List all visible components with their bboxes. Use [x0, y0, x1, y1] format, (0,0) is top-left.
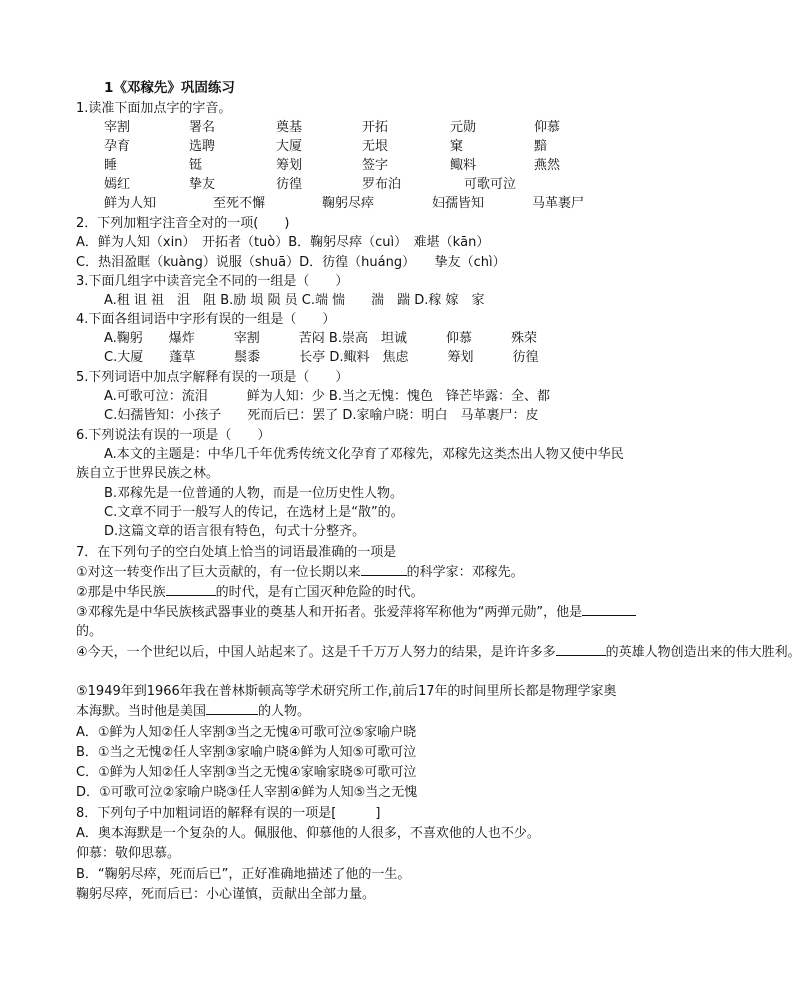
q7-sentence-5-start: ⑤1949年到1966年我在普林斯顿高等学术研究所工作,前后17年的时间里所长都是物理学家奥本海默。当时他是美国 [76, 684, 617, 719]
q7-sentence-4-start: ④今天，一个世纪以后，中国人站起来了。这是千千万万人努力的结果，是许许多多 [76, 645, 556, 660]
q1-word: 筹划 [276, 158, 303, 173]
q4-stem: 4.下面各组词语中字形有误的一组是（ ） [76, 312, 336, 327]
q7-sentence-2-start: ②那是中华民族 [76, 585, 166, 600]
q4-option-ab: A.鞠躬 爆炸 宰割 苦闷 B.崇高 坦诚 仰慕 殊荣 [104, 331, 537, 346]
q7-sentence-1-end: 的科学家：邓稼先。 [406, 565, 524, 580]
q1-word: 签字 [362, 158, 389, 173]
q1-word: 至死不懈 [213, 196, 266, 211]
q1-word: 元勋 [450, 120, 477, 135]
q1-word: 鲰料 [450, 158, 477, 173]
q5-option-ab: A.可歌可泣：流泪 鲜为人知：少 B.当之无愧：愧色 锋芒毕露：全、都 [104, 389, 550, 404]
q7-stem: 7．在下列句子的空白处填上恰当的词语最准确的一项是 [76, 545, 397, 560]
page-title: 1《邓稼先》巩固练习 [104, 80, 235, 96]
q6-option-b: B.邓稼先是一位普通的人物，而是一位历史性人物。 [104, 486, 404, 501]
q5-stem: 5.下列词语中加点字解释有误的一项是（ ） [76, 370, 349, 385]
q6-option-c: C.文章不同于一般写人的传记，在选材上是“散”的。 [104, 505, 404, 520]
q8-stem: 8．下列句子中加粗词语的解释有误的一项是[ ] [76, 806, 381, 821]
q1-word: 马革裹尸 [532, 196, 585, 211]
q6-stem: 6.下列说法有误的一项是（ ） [76, 428, 271, 443]
q7-sentence-5-end: 的人物。 [258, 704, 311, 719]
q3-options: A.租 诅 祖 沮 阻 B.励 埙 陨 员 C.端 惴 湍 踹 D.稼 嫁 家 [104, 293, 485, 308]
q6-option-d: D.这篇文章的语言很有特色，句式十分整齐。 [104, 524, 366, 539]
q1-word: 宰割 [104, 120, 131, 135]
fill-blank[interactable] [556, 642, 606, 656]
q1-word: 孕育 [104, 139, 131, 154]
q8-option-a-note: 仰慕：敬仰思慕。 [76, 846, 181, 861]
q1-word: 仰慕 [534, 120, 561, 135]
q2-stem: 2．下列加粗字注音全对的一项( ) [76, 216, 290, 231]
q7-sentence-1-start: ①对这一转变作出了巨大贡献的，有一位长期以来 [76, 565, 361, 580]
q1-word: 铤 [189, 158, 203, 173]
q1-word: 挚友 [189, 177, 216, 192]
q1-word: 选聘 [189, 139, 216, 154]
q1-word: 鲜为人知 [104, 196, 157, 211]
q7-sentence-1 [76, 562, 626, 582]
fill-blank[interactable] [582, 602, 636, 616]
q7-sentence-3-tail: 的。 [76, 624, 103, 639]
q7-option-c: C．①鲜为人知②任人宰割③当之无愧④家喻家晓⑤可歌可泣 [76, 765, 417, 780]
q1-word: 大厦 [276, 139, 303, 154]
q7-option-d: D．①可歌可泣②家喻户晓③任人宰割④鲜为人知⑤当之无愧 [76, 785, 418, 800]
q1-word: 妇孺皆知 [432, 196, 485, 211]
q5-option-cd: C.妇孺皆知：小孩子 死而后已：罢了 D.家喻户晓：明白 马革裹尸：皮 [104, 408, 539, 423]
q7-option-b: B．①当之无愧②任人宰割③家喻户晓④鲜为人知⑤可歌可泣 [76, 745, 417, 760]
q8-option-b-note: 鞠躬尽瘁，死而后已：小心谨慎，贡献出全部力量。 [76, 887, 376, 902]
fill-blank[interactable] [166, 582, 216, 596]
q4-option-cd: C.大厦 蓬草 鬃黍 长亭 D.鲰料 焦虑 筹划 彷徨 [104, 350, 539, 365]
q1-word: 开拓 [362, 120, 389, 135]
q2-option-cd: C．热泪盈眶（kuàng）说服（shuā）D．彷徨（huáng） 挚友（chì） [76, 255, 506, 270]
q1-word: 黯 [534, 139, 548, 154]
q1-word: 奠基 [276, 120, 303, 135]
q7-sentence-3 [76, 602, 626, 622]
q7-sentence-4-end: 的英雄人物创造出来的伟大胜利。 [605, 645, 801, 660]
q7-sentence-2-end: 的时代，是有亡国灭种危险的时代。 [215, 585, 424, 600]
q1-word: 燕然 [534, 158, 561, 173]
q3-stem: 3.下面几组字中读音完全不同的一组是（ ） [76, 274, 349, 289]
q1-word: 可歌可泣 [464, 177, 517, 192]
fill-blank[interactable] [361, 562, 407, 576]
q8-option-b: B．“鞠躬尽瘁，死而后已”，正好准确地描述了他的一生。 [76, 867, 411, 882]
q6-option-a: A.本文的主题是：中华几千年优秀传统文化孕育了邓稼先，邓稼先这类杰出人物又使中华民族自立于世界民族之林。 [76, 447, 624, 481]
q1-word: 署名 [189, 120, 216, 135]
q7-option-a: A．①鲜为人知②任人宰割③当之无愧④可歌可泣⑤家喻户晓 [76, 725, 417, 740]
q1-word: 无垠 [362, 139, 389, 154]
q7-sentence-3-start: ③邓稼先是中华民族核武器事业的奠基人和开拓者。张爱萍将军称他为“两弹元勋”，他是 [76, 605, 583, 620]
q1-word: 罗布泊 [362, 177, 402, 192]
q1-word: 窠 [450, 139, 464, 154]
fill-blank[interactable] [206, 701, 258, 715]
q8-option-a: A．奥本海默是一个复杂的人。佩服他、仰慕他的人很多，不喜欢他的人也不少。 [76, 826, 540, 841]
q7-sentence-2 [76, 582, 626, 602]
q7-sentence-5 [76, 682, 626, 721]
q2-option-ab: A．鲜为人知（xin） 开拓者（tuò）B．鞠躬尽瘁（cuì） 难堪（kān） [76, 235, 490, 250]
q1-stem: 1.读准下面加点字的字音。 [76, 101, 232, 116]
q1-word: 嫣红 [104, 177, 131, 192]
q1-word: 睡 [104, 158, 118, 173]
q1-word: 鞠躬尽瘁 [322, 196, 375, 211]
q7-sentence-4 [76, 642, 801, 662]
q1-word: 彷徨 [276, 177, 303, 192]
